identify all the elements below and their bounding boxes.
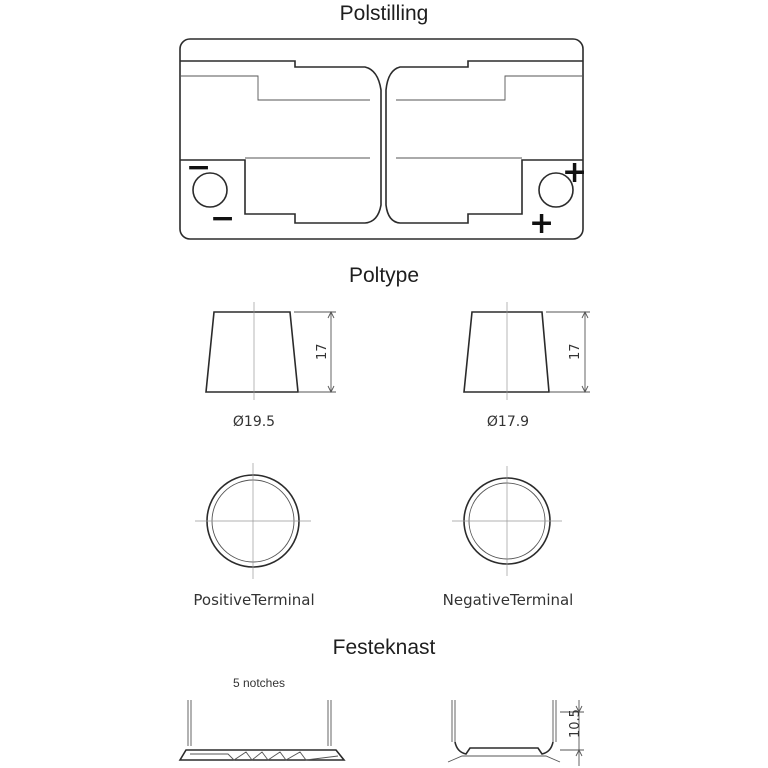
positive-terminal-name: PositiveTerminal xyxy=(193,591,315,609)
positive-terminal-top-view xyxy=(195,463,311,579)
notches-label: 5 notches xyxy=(232,676,286,690)
plus-sign-top: + xyxy=(562,155,588,190)
plus-sign-bottom: + xyxy=(529,206,555,241)
battery-outline xyxy=(180,39,583,239)
section-title-polstilling: Polstilling xyxy=(339,2,429,25)
negative-terminal-top-view xyxy=(452,466,562,576)
right-terminal-diameter-label: Ø17.9 xyxy=(486,414,530,430)
hold-down-height-label: 10.5 xyxy=(568,709,583,738)
hold-down-ledge-right xyxy=(448,700,584,766)
minus-sign-bottom: − xyxy=(210,201,236,236)
right-terminal-height-label: 17 xyxy=(568,343,583,360)
left-terminal-height-label: 17 xyxy=(315,343,330,360)
hold-down-ledge-left xyxy=(180,700,344,760)
minus-sign-top: − xyxy=(186,150,212,185)
section-title-festeknast: Festeknast xyxy=(332,636,436,659)
section-title-poltype: Poltype xyxy=(348,264,420,287)
left-terminal-diameter-label: Ø19.5 xyxy=(232,414,276,430)
negative-terminal-name: NegativeTerminal xyxy=(442,591,574,609)
